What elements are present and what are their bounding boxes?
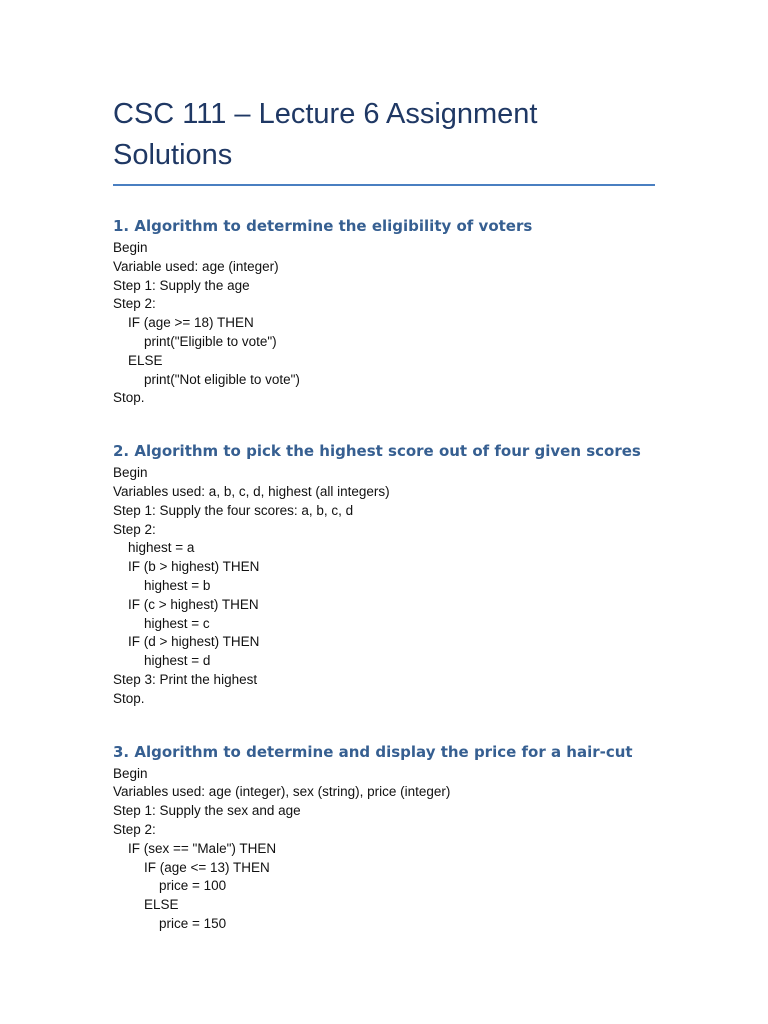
pseudocode-line: Step 3: Print the highest [113, 671, 258, 687]
pseudocode-line: IF (c > highest) THEN [128, 596, 259, 612]
pseudocode-line: IF (age <= 13) THEN [144, 859, 270, 875]
pseudocode-line: print("Eligible to vote") [144, 333, 277, 349]
pseudocode-line: ELSE [128, 352, 163, 368]
pseudocode-line: highest = d [144, 653, 211, 669]
sections-container [113, 215, 655, 934]
section-heading: 2. Algorithm to pick the highest score out of four given scores [113, 442, 641, 461]
algorithm-section-1 [113, 215, 655, 408]
pseudocode-line: Stop. [113, 690, 145, 706]
pseudocode-line: Variable used: age (integer) [113, 258, 279, 274]
pseudocode-line: Variables used: age (integer), sex (string), price (integer) [113, 784, 451, 800]
pseudocode-line: Step 2: [113, 821, 156, 837]
document-title [113, 94, 655, 176]
pseudocode-line: Step 1: Supply the four scores: a, b, c, d [113, 502, 354, 518]
pseudocode-line: ELSE [144, 897, 179, 913]
pseudocode-line: highest = a [128, 540, 195, 556]
pseudocode-line: Step 2: [113, 296, 156, 312]
pseudocode-line: highest = b [144, 577, 211, 593]
pseudocode-line: IF (age >= 18) THEN [128, 315, 254, 331]
title-line-1: CSC 111 – Lecture 6 Assignment [113, 98, 538, 130]
section-heading: 1. Algorithm to determine the eligibility of voters [113, 217, 533, 235]
pseudocode-line: price = 150 [159, 915, 227, 931]
pseudocode-line: Step 1: Supply the sex and age [113, 803, 301, 819]
pseudocode-line: Step 2: [113, 521, 156, 537]
pseudocode-line: IF (d > highest) THEN [128, 634, 260, 650]
pseudocode-line: Begin [113, 765, 148, 781]
pseudocode-line: Step 1: Supply the age [113, 277, 250, 293]
algorithm-section-2 [113, 440, 655, 708]
pseudocode-line: Stop. [113, 390, 145, 406]
pseudocode-line: IF (b > highest) THEN [128, 559, 260, 575]
algorithm-section-3 [113, 741, 655, 934]
pseudocode-line: Variables used: a, b, c, d, highest (all integers) [113, 483, 390, 499]
pseudocode-line: highest = c [144, 615, 210, 631]
document-page [113, 94, 655, 934]
section-heading: 3. Algorithm to determine and display the price for a hair-cut [113, 742, 633, 761]
pseudocode-line: Begin [113, 465, 148, 481]
pseudocode-line: Begin [113, 240, 148, 255]
pseudocode-line: IF (sex == "Male") THEN [128, 840, 277, 856]
title-underline [113, 184, 655, 186]
pseudocode-line: print("Not eligible to vote") [144, 371, 300, 387]
pseudocode-line: price = 100 [159, 878, 227, 894]
title-line-2: Solutions [113, 139, 233, 171]
